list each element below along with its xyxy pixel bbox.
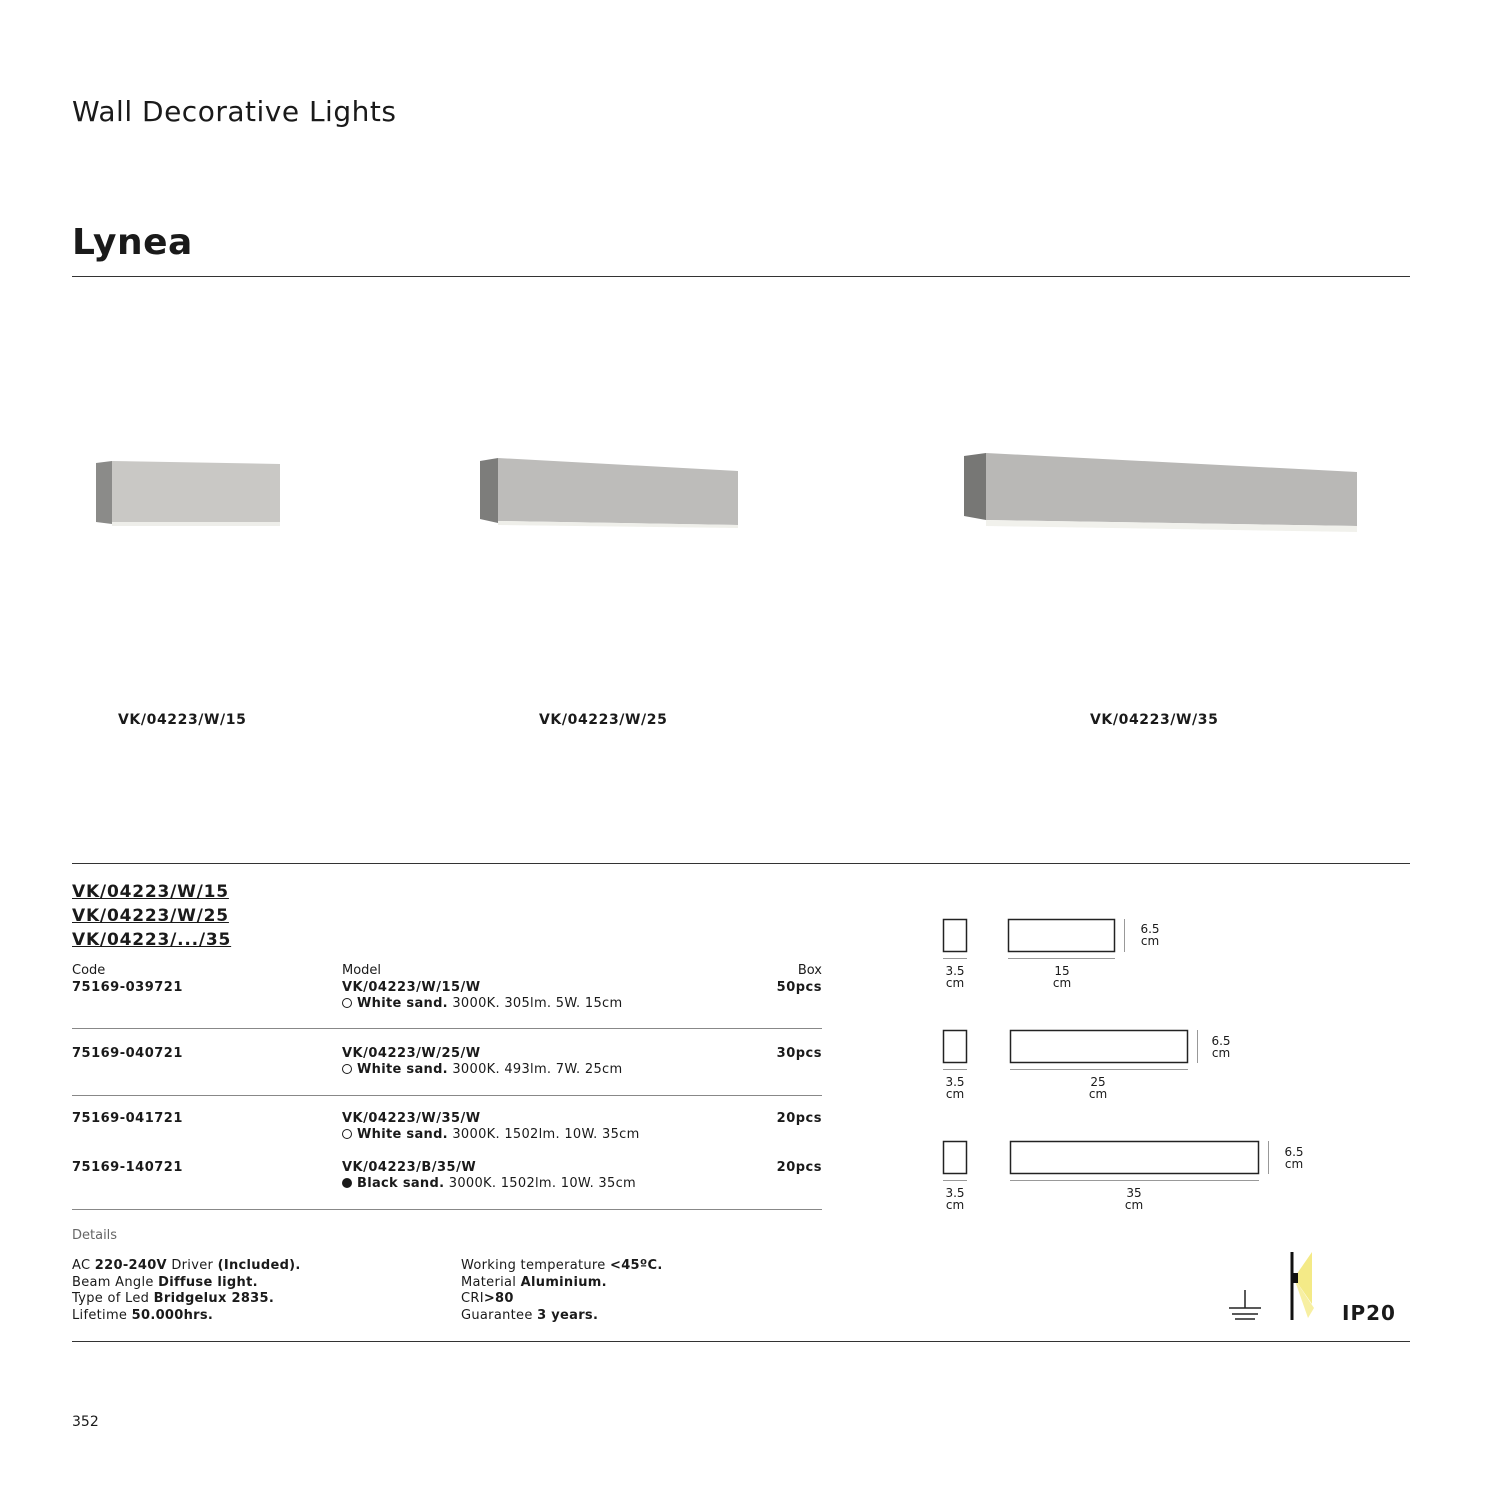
specs: 3000K. 305lm. 5W. 15cm — [452, 996, 623, 1011]
details-right-column — [461, 1258, 663, 1324]
row-divider — [72, 1209, 822, 1210]
row-divider — [72, 1095, 822, 1096]
color-name: Black sand. — [357, 1176, 445, 1191]
dimension-drawing-15 — [935, 910, 1135, 970]
detail-beam-angle: Beam Angle Diffuse light. — [72, 1274, 258, 1290]
white-swatch-icon — [342, 1064, 352, 1074]
detail-guarantee: Guarantee 3 years. — [461, 1307, 599, 1323]
details-label: Details — [72, 1228, 118, 1243]
footer-divider — [72, 1341, 1410, 1342]
depth-label: 3.5 cm — [945, 964, 965, 990]
table-row-description — [342, 996, 622, 1011]
black-swatch-icon — [342, 1178, 352, 1188]
table-row-box: 20pcs — [776, 1111, 822, 1126]
detail-cri: CRI>80 — [461, 1291, 514, 1306]
caption-15: VK/04223/W/15 — [118, 712, 247, 728]
section-divider — [72, 863, 1410, 864]
category-title: Wall Decorative Lights — [72, 95, 397, 128]
reference-25: VK/04223/W/25 — [72, 906, 229, 926]
specs: 3000K. 1502lm. 10W. 35cm — [448, 1176, 636, 1191]
table-header-code: Code — [72, 963, 106, 978]
wall-light-up-down-icon — [1282, 1248, 1322, 1324]
caption-25: VK/04223/W/25 — [539, 712, 668, 728]
table-row-model: VK/04223/W/15/W — [342, 980, 481, 995]
table-row-model: VK/04223/B/35/W — [342, 1160, 477, 1175]
header-divider — [72, 276, 1410, 277]
ip-rating: IP20 — [1342, 1301, 1396, 1325]
table-row-model: VK/04223/W/35/W — [342, 1111, 481, 1126]
table-row-model: VK/04223/W/25/W — [342, 1046, 481, 1061]
white-swatch-icon — [342, 998, 352, 1008]
table-row-description — [342, 1176, 636, 1191]
lamp-image-35 — [962, 450, 1362, 538]
details-left-column — [72, 1258, 301, 1324]
table-header-box: Box — [797, 963, 822, 978]
page-number: 352 — [72, 1414, 99, 1430]
detail-driver: AC 220-240V Driver (Included). — [72, 1258, 301, 1273]
color-name: White sand. — [357, 1062, 448, 1077]
table-row-code: 75169-040721 — [72, 1046, 183, 1061]
color-name: White sand. — [357, 996, 448, 1011]
table-row-code: 75169-140721 — [72, 1160, 183, 1175]
table-row-description — [342, 1062, 622, 1077]
table-row-code: 75169-041721 — [72, 1111, 183, 1126]
width-label: 35 cm — [1124, 1186, 1144, 1212]
width-label: 15 cm — [1052, 964, 1072, 990]
depth-label: 3.5 cm — [945, 1186, 965, 1212]
dimension-drawing-35 — [935, 1132, 1280, 1192]
reference-15: VK/04223/W/15 — [72, 882, 229, 902]
detail-working-temperature: Working temperature <45ºC. — [461, 1258, 663, 1273]
detail-material: Material Aluminium. — [461, 1274, 607, 1290]
table-row-description — [342, 1127, 640, 1142]
ground-symbol-icon — [1225, 1288, 1265, 1324]
product-title: Lynea — [72, 222, 193, 263]
table-header-model: Model — [342, 963, 382, 978]
depth-label: 3.5 cm — [945, 1075, 965, 1101]
detail-led-type: Type of Led Bridgelux 2835. — [72, 1291, 275, 1306]
width-label: 25 cm — [1088, 1075, 1108, 1101]
table-row-code: 75169-039721 — [72, 980, 183, 995]
row-divider — [72, 1028, 822, 1029]
table-row-box: 20pcs — [776, 1160, 822, 1175]
lamp-image-25 — [478, 455, 743, 530]
specs: 3000K. 1502lm. 10W. 35cm — [452, 1127, 640, 1142]
lamp-image-15 — [94, 458, 284, 530]
reference-35: VK/04223/.../35 — [72, 930, 232, 950]
dimension-drawing-25 — [935, 1021, 1205, 1081]
table-row-box: 30pcs — [776, 1046, 822, 1061]
height-label: 6.5 cm — [1211, 1034, 1231, 1060]
color-name: White sand. — [357, 1127, 448, 1142]
height-label: 6.5 cm — [1284, 1145, 1304, 1171]
white-swatch-icon — [342, 1129, 352, 1139]
caption-35: VK/04223/W/35 — [1090, 712, 1219, 728]
specs: 3000K. 493lm. 7W. 25cm — [452, 1062, 623, 1077]
height-label: 6.5 cm — [1140, 922, 1160, 948]
detail-lifetime: Lifetime 50.000hrs. — [72, 1307, 214, 1323]
table-row-box: 50pcs — [776, 980, 822, 995]
